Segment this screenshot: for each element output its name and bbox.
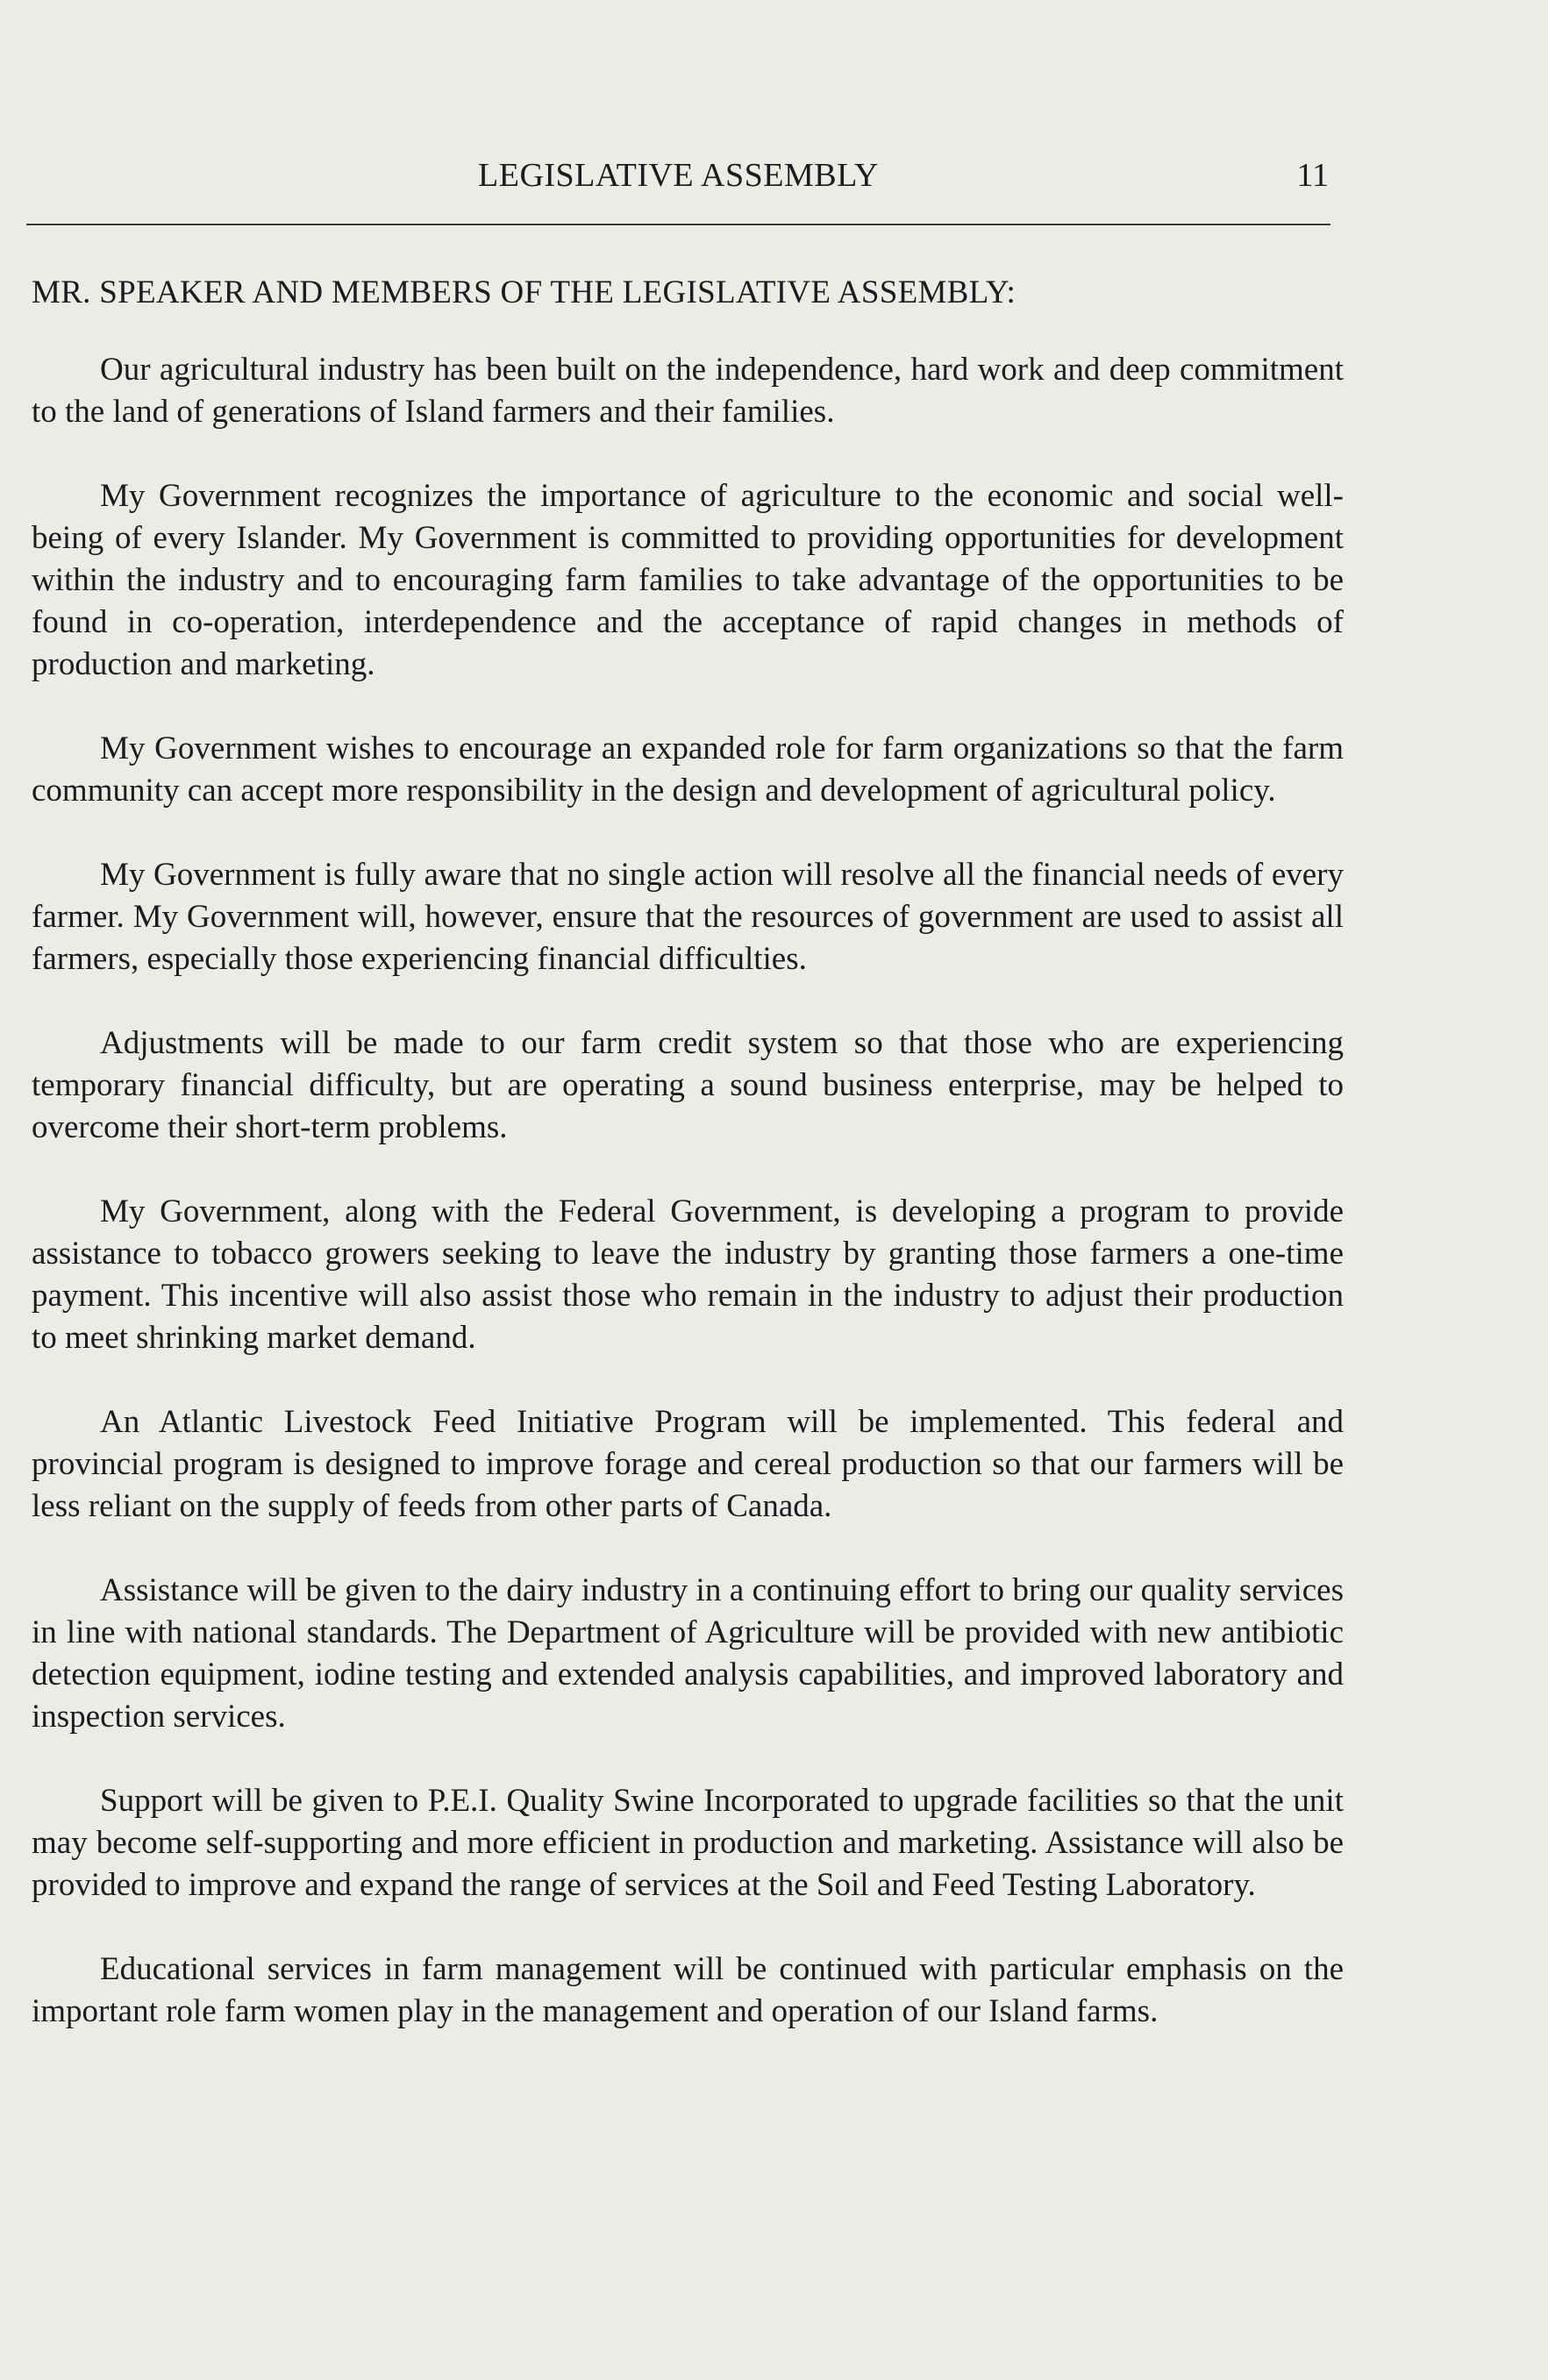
paragraph-farm-credit: Adjustments will be made to our farm credit system so that those who are experiencing temporary financial difficulty, but are operating a sound business enterprise, may be helped to overcome their short-term problems. [32,1025,1344,1145]
paragraph-agricultural-industry: Our agricultural industry has been built on the independence, hard work and deep commitment to the land of generations of Island farmers and their families. [32,352,1344,430]
paragraph-importance-of-agriculture: My Government recognizes the importance of agriculture to the economic and social well-being of every Islander. My Government is committed to providing opportunities for development within the industry and to encouraging farm families to take advantage of the opportunities to be found in co-operation, interdependence and the acceptance of rapid changes in methods of production and marketing. [32,478,1344,682]
paragraph-dairy-industry: Assistance will be given to the dairy industry in a continuing effort to bring our quality services in line with national standards. The Department of Agriculture will be provided with new antibiotic detection equipment, iodine testing and extended analysis capabilities, and improved laboratory and inspection services. [32,1572,1344,1735]
speech-body [32,272,1344,2075]
paragraph-financial-needs: My Government is fully aware that no single action will resolve all the financial needs of every farmer. My Government will, however, ensure that the resources of government are used to assist all farmers, especially those experiencing financial difficulties. [32,857,1344,977]
paragraph-swine-support: Support will be given to P.E.I. Quality Swine Incorporated to upgrade facilities so that the unit may become self-supporting and more efficient in production and marketing. Assistance will also be provided to improve and expand the range of services at the Soil and Feed Testing Laboratory. [32,1783,1344,1903]
salutation: MR. SPEAKER AND MEMBERS OF THE LEGISLATIVE ASSEMBLY: [32,274,1017,310]
header-rule [26,224,1330,225]
paragraph-educational-services: Educational services in farm management will be continued with particular emphasis on the important role farm women play in the management and operation of our Island farms. [32,1951,1344,2029]
paragraph-tobacco-growers: My Government, along with the Federal Government, is developing a program to provide assistance to tobacco growers seeking to leave the industry by granting those farmers a one-time payment. This incentive will also assist those who remain in the industry to adjust their production to meet shrinking market demand. [32,1194,1344,1356]
running-header [26,149,1330,202]
running-title: LEGISLATIVE ASSEMBLY [478,157,879,194]
page-number: 11 [1296,157,1329,194]
paragraph-livestock-feed: An Atlantic Livestock Feed Initiative Program will be implemented. This federal and provincial program is designed to improve forage and cereal production so that our farmers will be less reliant on the supply of feeds from other parts of Canada. [32,1404,1344,1524]
paragraph-farm-organizations: My Government wishes to encourage an expanded role for farm organizations so that the farm community can accept more responsibility in the design and development of agricultural policy. [32,730,1344,809]
